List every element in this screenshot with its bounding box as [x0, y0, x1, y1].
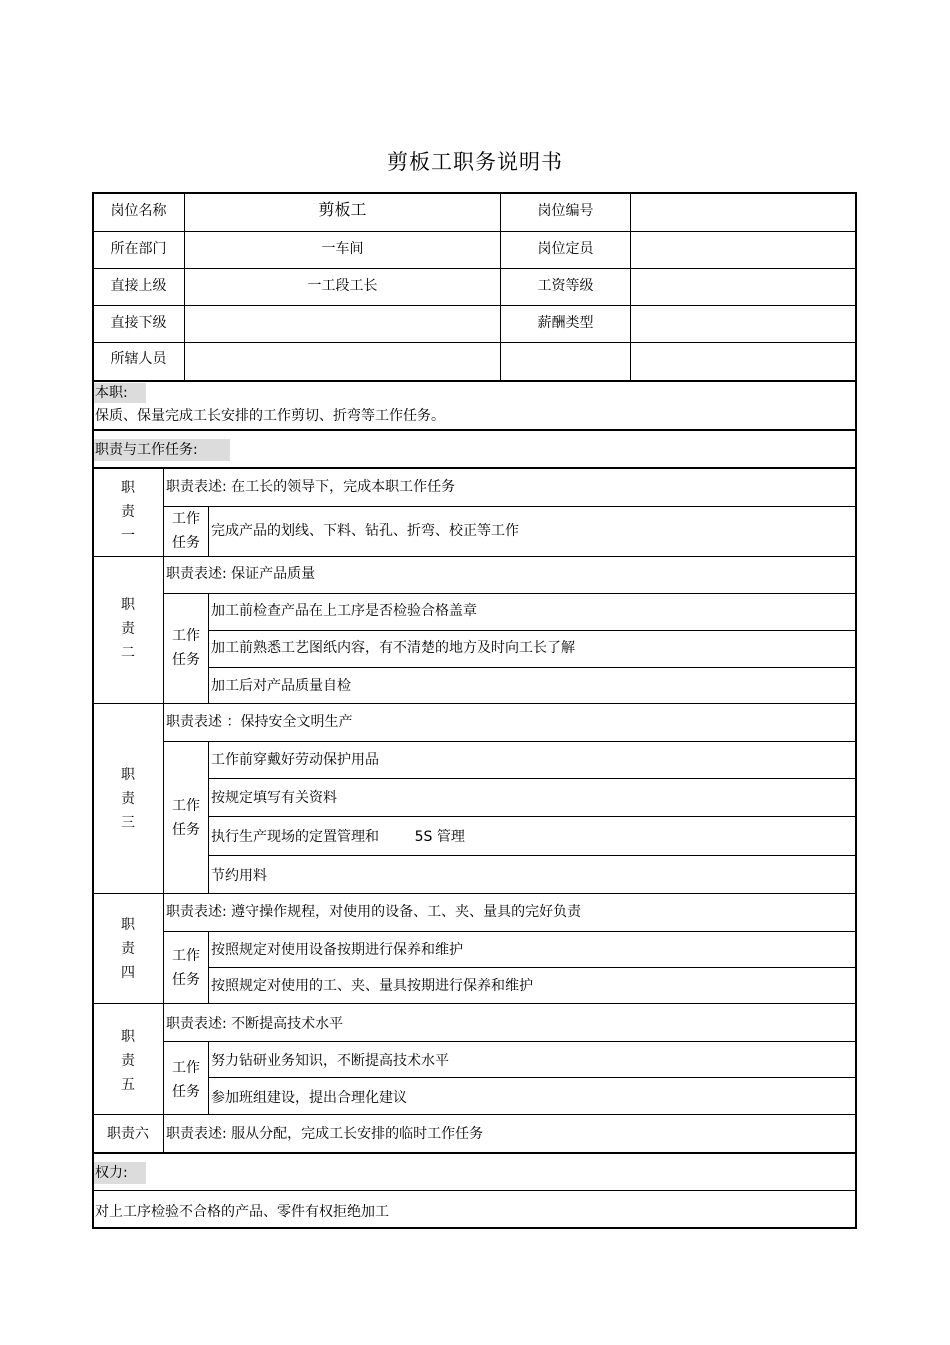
- duty-5-name: 职 责 五: [121, 1029, 135, 1093]
- duty-3-task-label: 工作 任务: [172, 798, 200, 838]
- row-divider: [209, 667, 855, 668]
- section-divider: [93, 893, 855, 894]
- duty-3-task-2: 按规定填写有关资料: [211, 790, 337, 806]
- duty-4-task-2: 按照规定对使用的工、夹、量具按期进行保养和维护: [211, 978, 533, 994]
- main-duty-label: 本职:: [95, 385, 128, 401]
- col-divider: [208, 506, 209, 556]
- duty-2-task-1: 加工前检查产品在上工序是否检验合格盖章: [211, 603, 477, 619]
- label-headcount: 岗位定员: [537, 241, 594, 257]
- row-divider: [209, 967, 855, 968]
- row-divider: [164, 931, 855, 932]
- label-staff-managed: 所辖人员: [110, 351, 167, 367]
- label-department: 所在部门: [110, 241, 167, 257]
- duty-5-task-2: 参加班组建设，提出合理化建议: [211, 1090, 407, 1106]
- section-divider: [93, 1003, 855, 1004]
- duty-5-desc: 职责表述: 不断提高技术水平: [166, 1016, 344, 1032]
- duty-6-name: 职责六: [107, 1126, 149, 1142]
- value-position-name: 剪板工: [318, 200, 367, 219]
- duty-6-desc: 职责表述: 服从分配，完成工长安排的临时工作任务: [166, 1126, 484, 1142]
- duty-3-task-1: 工作前穿戴好劳动保护用品: [211, 752, 379, 768]
- label-direct-subordinate: 直接下级: [110, 315, 167, 331]
- row-divider: [209, 630, 855, 631]
- row-divider: [93, 1190, 855, 1191]
- duty-4-name: 职 责 四: [121, 917, 135, 981]
- duty-2-desc: 职责表述: 保证产品质量: [166, 566, 316, 582]
- row-divider: [164, 593, 855, 594]
- label-position-id: 岗位编号: [537, 203, 594, 219]
- row-divider: [164, 741, 855, 742]
- duty-3-task-3: 执行生产现场的定置管理和 5S 管理: [211, 829, 465, 845]
- duty-5-task-label: 工作 任务: [172, 1060, 200, 1100]
- duty-4-desc: 职责表述: 遵守操作规程，对使用的设备、工、夹、量具的完好负责: [166, 904, 582, 920]
- duty-4-task-label: 工作 任务: [172, 948, 200, 988]
- duty-4-task-1: 按照规定对使用设备按期进行保养和维护: [211, 942, 463, 958]
- row-divider: [93, 305, 855, 306]
- duty-2-task-2: 加工前熟悉工艺图纸内容，有不清楚的地方及时向工长了解: [211, 640, 575, 656]
- duty-5-task-1: 努力钻研业务知识，不断提高技术水平: [211, 1053, 449, 1069]
- label-salary-grade: 工资等级: [537, 278, 594, 294]
- duty-1-task-label: 工作 任务: [172, 511, 200, 551]
- col-divider: [208, 741, 209, 893]
- row-divider: [93, 231, 855, 232]
- duties-header: 职责与工作任务:: [95, 442, 198, 458]
- duty-2-task-3: 加工后对产品质量自检: [211, 678, 351, 694]
- value-department: 一车间: [321, 241, 364, 257]
- col-divider: [208, 593, 209, 703]
- duty-3-name: 职 责 三: [121, 767, 135, 831]
- row-divider: [93, 268, 855, 269]
- authority-label: 权力:: [95, 1165, 128, 1181]
- section-divider: [93, 556, 855, 557]
- duty-1-name: 职 责 一: [121, 480, 135, 544]
- label-direct-superior: 直接上级: [110, 278, 167, 294]
- col-divider: [630, 193, 631, 381]
- section-divider: [93, 703, 855, 704]
- duty-1-desc: 职责表述: 在工长的领导下，完成本职工作任务: [166, 479, 456, 495]
- section-divider: [93, 1114, 855, 1115]
- duty-3-desc: 职责表述 ：保持安全文明生产: [166, 714, 353, 730]
- row-divider: [209, 855, 855, 856]
- duty-1-task-1: 完成产品的划线、下料、钻孔、折弯、校正等工作: [211, 523, 519, 539]
- main-duty-text: 保质、保量完成工长安排的工作剪切、折弯等工作任务。: [95, 408, 445, 424]
- label-pay-type: 薪酬类型: [537, 315, 594, 331]
- row-divider: [209, 1077, 855, 1078]
- authority-text: 对上工序检验不合格的产品、零件有权拒绝加工: [95, 1204, 389, 1220]
- row-divider: [209, 816, 855, 817]
- duty-3-task-4: 节约用料: [211, 868, 267, 884]
- row-divider: [93, 342, 855, 343]
- page-title: 剪板工职务说明书: [387, 150, 563, 174]
- label-position-name: 岗位名称: [110, 203, 167, 219]
- duty-2-task-label: 工作 任务: [172, 628, 200, 668]
- value-direct-superior: 一工段工长: [307, 278, 378, 294]
- duty-2-name: 职 责 二: [121, 597, 135, 661]
- row-divider: [164, 1041, 855, 1042]
- row-divider: [164, 506, 855, 507]
- row-divider: [209, 778, 855, 779]
